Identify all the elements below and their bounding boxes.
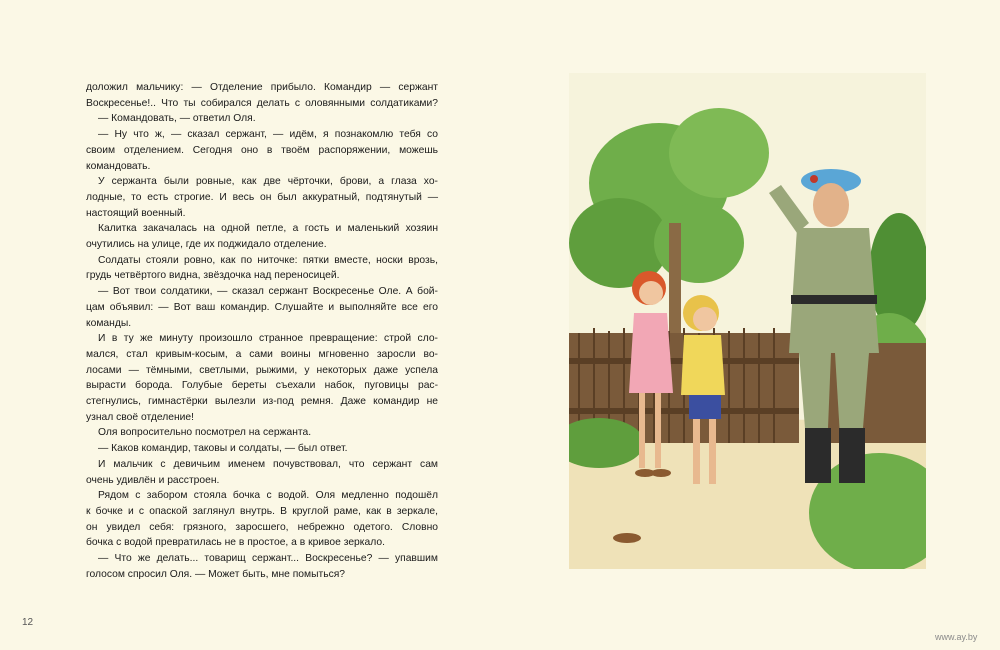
shoe	[613, 533, 641, 543]
text-line: лосами — тёмными, светлыми, рыжими, у некоторых даже успела	[86, 364, 438, 376]
text-line: к бочке и с опаской заглянул внутрь. В круглой раме, как в зеркале,	[86, 505, 438, 517]
text-line: Калитка закачалась на одной петле, а гость и маленький хозяин	[98, 223, 438, 235]
text-line: командовать.	[86, 160, 151, 172]
text-line: Воскресенье!.. Что ты собирался делать с оловянными солдатиками?	[86, 97, 438, 109]
text-line: грудь четвёртого видна, звёздочка над переносицей.	[86, 270, 340, 282]
tree-foliage	[669, 108, 769, 198]
text-line: команды.	[86, 317, 132, 329]
text-line: — Вот твои солдатики, — сказал сержант Воскресенье Оле. А бой-	[98, 286, 438, 298]
text-line: своим отделением. Сегодня оно в твоём распоряжении, можешь	[86, 144, 438, 156]
text-line: Солдаты стояли ровно, как по ниточке: пятки вместе, носки врозь,	[98, 254, 438, 266]
illustration	[569, 73, 926, 569]
text-line: вырасти борода. Голубые береты съехали набок, пуговицы рас-	[86, 380, 438, 392]
text-line: настоящий военный.	[86, 207, 186, 219]
text-line: Оля вопросительно посмотрел на сержанта.	[98, 427, 312, 439]
text-line: мался, стал кривым-косым, а сами воины мгновенно заросли во-	[86, 348, 438, 360]
text-line: голосом спросил Оля. — Может быть, мне помыться?	[86, 568, 346, 580]
text-line: — Командовать, — ответил Оля.	[98, 113, 256, 125]
text-line: очень удивлён и расстроен.	[86, 474, 220, 486]
text-line: доложил мальчику: — Отделение прибыло. Командир — сержант	[86, 82, 438, 93]
page-number: 12	[22, 617, 34, 628]
text-line: И в ту же минуту произошло странное превращение: строй сло-	[98, 333, 438, 345]
text-line: — Ну что ж, — сказал сержант, — идём, я познакомлю тебя со	[98, 129, 438, 141]
text-line: лодные, то есть строгие. И весь он был аккуратный, подтянутый —	[86, 191, 438, 203]
illustration-image	[569, 73, 926, 569]
text-line: бочка с водой превратилась не в простое, а в кривое зеркало.	[86, 537, 385, 549]
tree-foliage	[654, 203, 744, 283]
text-line: — Каков командир, таковы и солдаты, — был ответ.	[98, 443, 348, 455]
text-line: очутились на улице, где их поджидало отделение.	[86, 239, 327, 251]
text-line: он увидел себя: грязного, заросшего, небрежно одетого. Словно	[86, 521, 438, 533]
watermark: www.ay.by	[935, 632, 978, 642]
text-line: узнал своё отделение!	[86, 411, 194, 423]
text-line: У сержанта были ровные, как две чёрточки, брови, а глаза хо-	[98, 176, 438, 188]
text-line: И мальчик с девичьим именем почувствовал, что сержант сам	[98, 458, 438, 470]
text-line: Рядом с забором стояла бочка с водой. Оля медленно подошёл	[98, 490, 438, 502]
story-text	[86, 80, 438, 583]
text-line: цам объявил: — Вот ваш командир. Слушайте и выполняйте все его	[86, 301, 438, 313]
text-line: стегнулись, гимнастёрки вылезли из-под ремня. Даже командир не	[86, 396, 438, 408]
text-line: — Что же делать... товарищ сержант... Воскресенье? — упавшим	[98, 553, 438, 565]
